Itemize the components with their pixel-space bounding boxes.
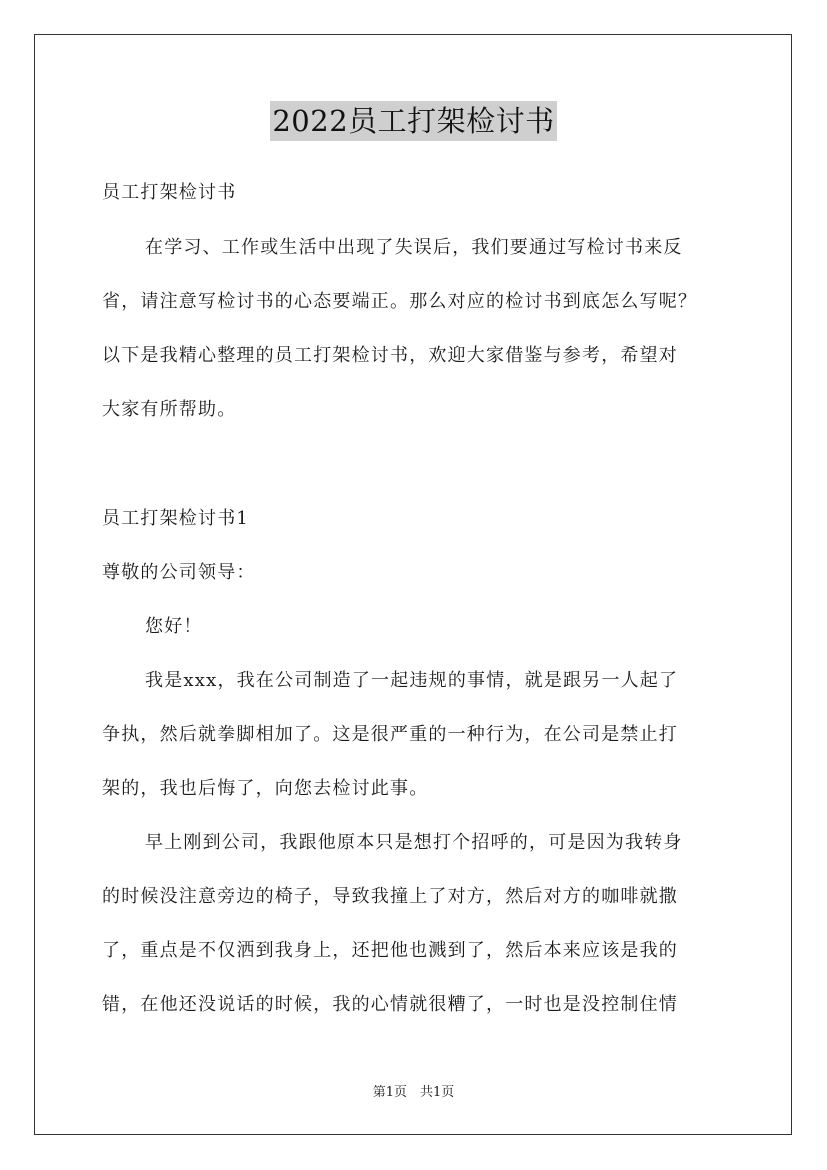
paragraph-line: 省，请注意写检讨书的心态要端正。那么对应的检讨书到底怎么写呢？ xyxy=(102,291,698,312)
document-title: 2022员工打架检讨书 xyxy=(270,101,556,141)
paragraph-line: 大家有所帮助。 xyxy=(102,399,237,420)
paragraph-line: 我是xxx，我在公司制造了一起违规的事情，就是跟另一人起了 xyxy=(145,670,679,691)
section-heading-intro: 员工打架检讨书 xyxy=(102,182,237,203)
salutation: 尊敬的公司领导： xyxy=(102,562,256,583)
paragraph-line: 在学习、工作或生活中出现了失误后，我们要通过写检讨书来反 xyxy=(145,237,683,258)
page-footer: 第1页 共1页 xyxy=(372,1085,455,1100)
section-heading-1: 员工打架检讨书1 xyxy=(102,508,250,529)
paragraph-line: 了，重点是不仅洒到我身上，还把他也溅到了，然后本来应该是我的 xyxy=(102,940,678,961)
paragraph-line: 的时候没注意旁边的椅子，导致我撞上了对方，然后对方的咖啡就撒 xyxy=(102,886,678,907)
paragraph-line: 架的，我也后悔了，向您去检讨此事。 xyxy=(102,778,429,799)
paragraph-line: 错，在他还没说话的时候，我的心情就很糟了，一时也是没控制住情 xyxy=(102,994,678,1015)
paragraph-line: 以下是我精心整理的员工打架检讨书，欢迎大家借鉴与参考，希望对 xyxy=(102,345,678,366)
paragraph-line: 争执，然后就拳脚相加了。这是很严重的一种行为，在公司是禁止打 xyxy=(102,724,678,745)
paragraph-line: 早上刚到公司，我跟他原本只是想打个招呼的，可是因为我转身 xyxy=(145,832,683,853)
greeting: 您好！ xyxy=(145,616,203,637)
title-container xyxy=(0,101,827,141)
